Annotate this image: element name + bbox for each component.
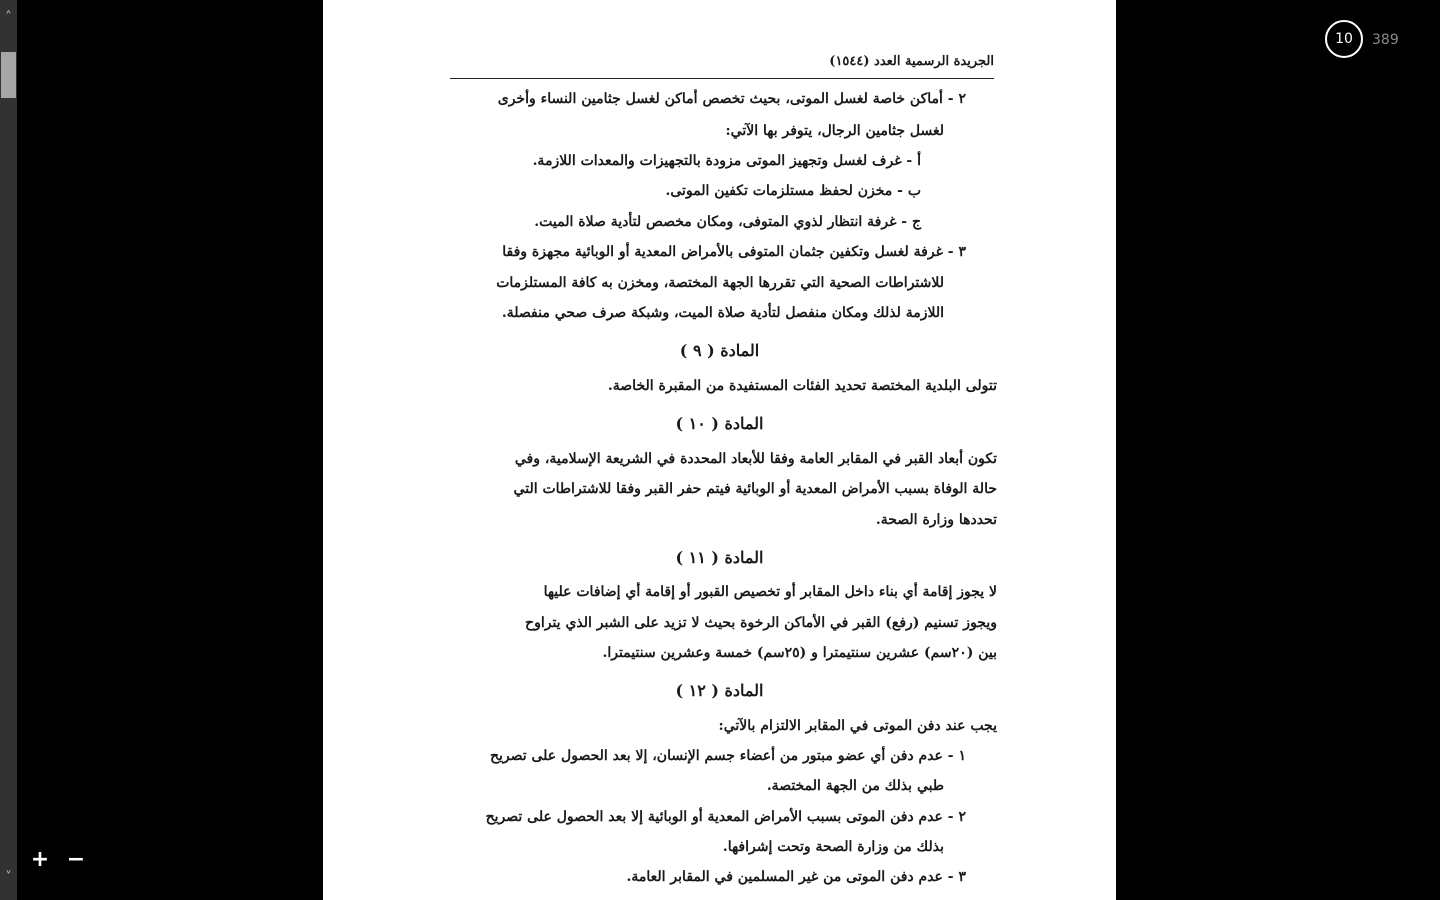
vertical-scrollbar[interactable] [0, 0, 17, 900]
article-heading: المادة ( ١١ ) [675, 548, 764, 567]
scroll-up-arrow-icon[interactable]: ˄ [5, 10, 12, 25]
text-line: لا يجوز إقامة أي بناء داخل المقابر أو تخصيص القبور أو إقامة أي إضافات عليها [543, 584, 997, 600]
article-heading: المادة ( ٩ ) [679, 341, 760, 360]
text-line: بين (٢٠سم) عشرين سنتيمترا و (٢٥سم) خمسة وعشرين سنتيمترا. [602, 645, 997, 661]
current-page-indicator: 10 [1325, 20, 1363, 58]
text-line: ٢ - أماكن خاصة لغسل الموتى، بحيث تخصص أماكن لغسل جثامين النساء وأخرى [497, 91, 966, 107]
zoom-in-button[interactable] [27, 848, 53, 872]
text-line: ١ - عدم دفن أي عضو مبتور من أعضاء جسم الإنسان، إلا بعد الحصول على تصريح [489, 748, 966, 764]
minus-icon: − [66, 847, 86, 872]
article-heading: المادة ( ١٠ ) [675, 414, 764, 433]
text-line: ٢ - عدم دفن الموتى بسبب الأمراض المعدية أو الوبائية إلا بعد الحصول على تصريح [485, 809, 966, 825]
scroll-down-arrow-icon[interactable]: ˅ [5, 870, 12, 885]
text-line: طبي بذلك من الجهة المختصة. [766, 778, 944, 794]
total-pages-label: 389 [1372, 32, 1399, 48]
text-line: ٣ - غرفة لغسل وتكفين جثمان المتوفى بالأمراض المعدية أو الوبائية مجهزة وفقا [502, 244, 966, 260]
scrollbar-thumb[interactable] [1, 52, 16, 98]
text-line: ٣ - عدم دفن الموتى من غير المسلمين في المقابر العامة. [626, 869, 966, 885]
text-line: حالة الوفاة بسبب الأمراض المعدية أو الوبائية فيتم حفر القبر وفقا للاشتراطات التي [513, 481, 997, 497]
text-line: أ - غرف لغسل وتجهيز الموتى مزودة بالتجهيزات والمعدات اللازمة. [532, 153, 921, 169]
text-line: تتولى البلدية المختصة تحديد الفئات المستفيدة من المقبرة الخاصة. [607, 378, 997, 394]
text-line: للاشتراطات الصحية التي تقررها الجهة المختصة، ومخزن به كافة المستلزمات [496, 275, 944, 291]
text-line: تكون أبعاد القبر في المقابر العامة وفقا للأبعاد المحددة في الشريعة الإسلامية، وفي [514, 451, 997, 467]
document-page [323, 0, 1116, 900]
text-line: ب - مخزن لحفظ مستلزمات تكفين الموتى. [665, 183, 921, 199]
text-line: لغسل جثامين الرجال، يتوفر بها الآتي: [725, 123, 944, 139]
text-line: ويجوز تسنيم (رفع) القبر في الأماكن الرخوة بحيث لا تزيد على الشبر الذي يتراوح [525, 615, 997, 631]
text-line: ج - غرفة انتظار لذوي المتوفى، ومكان مخصص لتأدية صلاة الميت. [534, 214, 921, 230]
text-line: يجب عند دفن الموتى في المقابر الالتزام بالآتي: [718, 718, 997, 734]
plus-icon: + [30, 847, 50, 872]
page-header: الجريدة الرسمية العدد (١٥٤٤) [450, 54, 994, 79]
text-line: تحددها وزارة الصحة. [875, 512, 997, 528]
text-line: اللازمة لذلك ومكان منفصل لتأدية صلاة الميت، وشبكة صرف صحي منفصلة. [501, 305, 944, 321]
article-heading: المادة ( ١٢ ) [675, 681, 764, 700]
zoom-out-button[interactable] [63, 848, 89, 872]
text-line: بذلك من وزارة الصحة وتحت إشرافها. [722, 839, 944, 855]
